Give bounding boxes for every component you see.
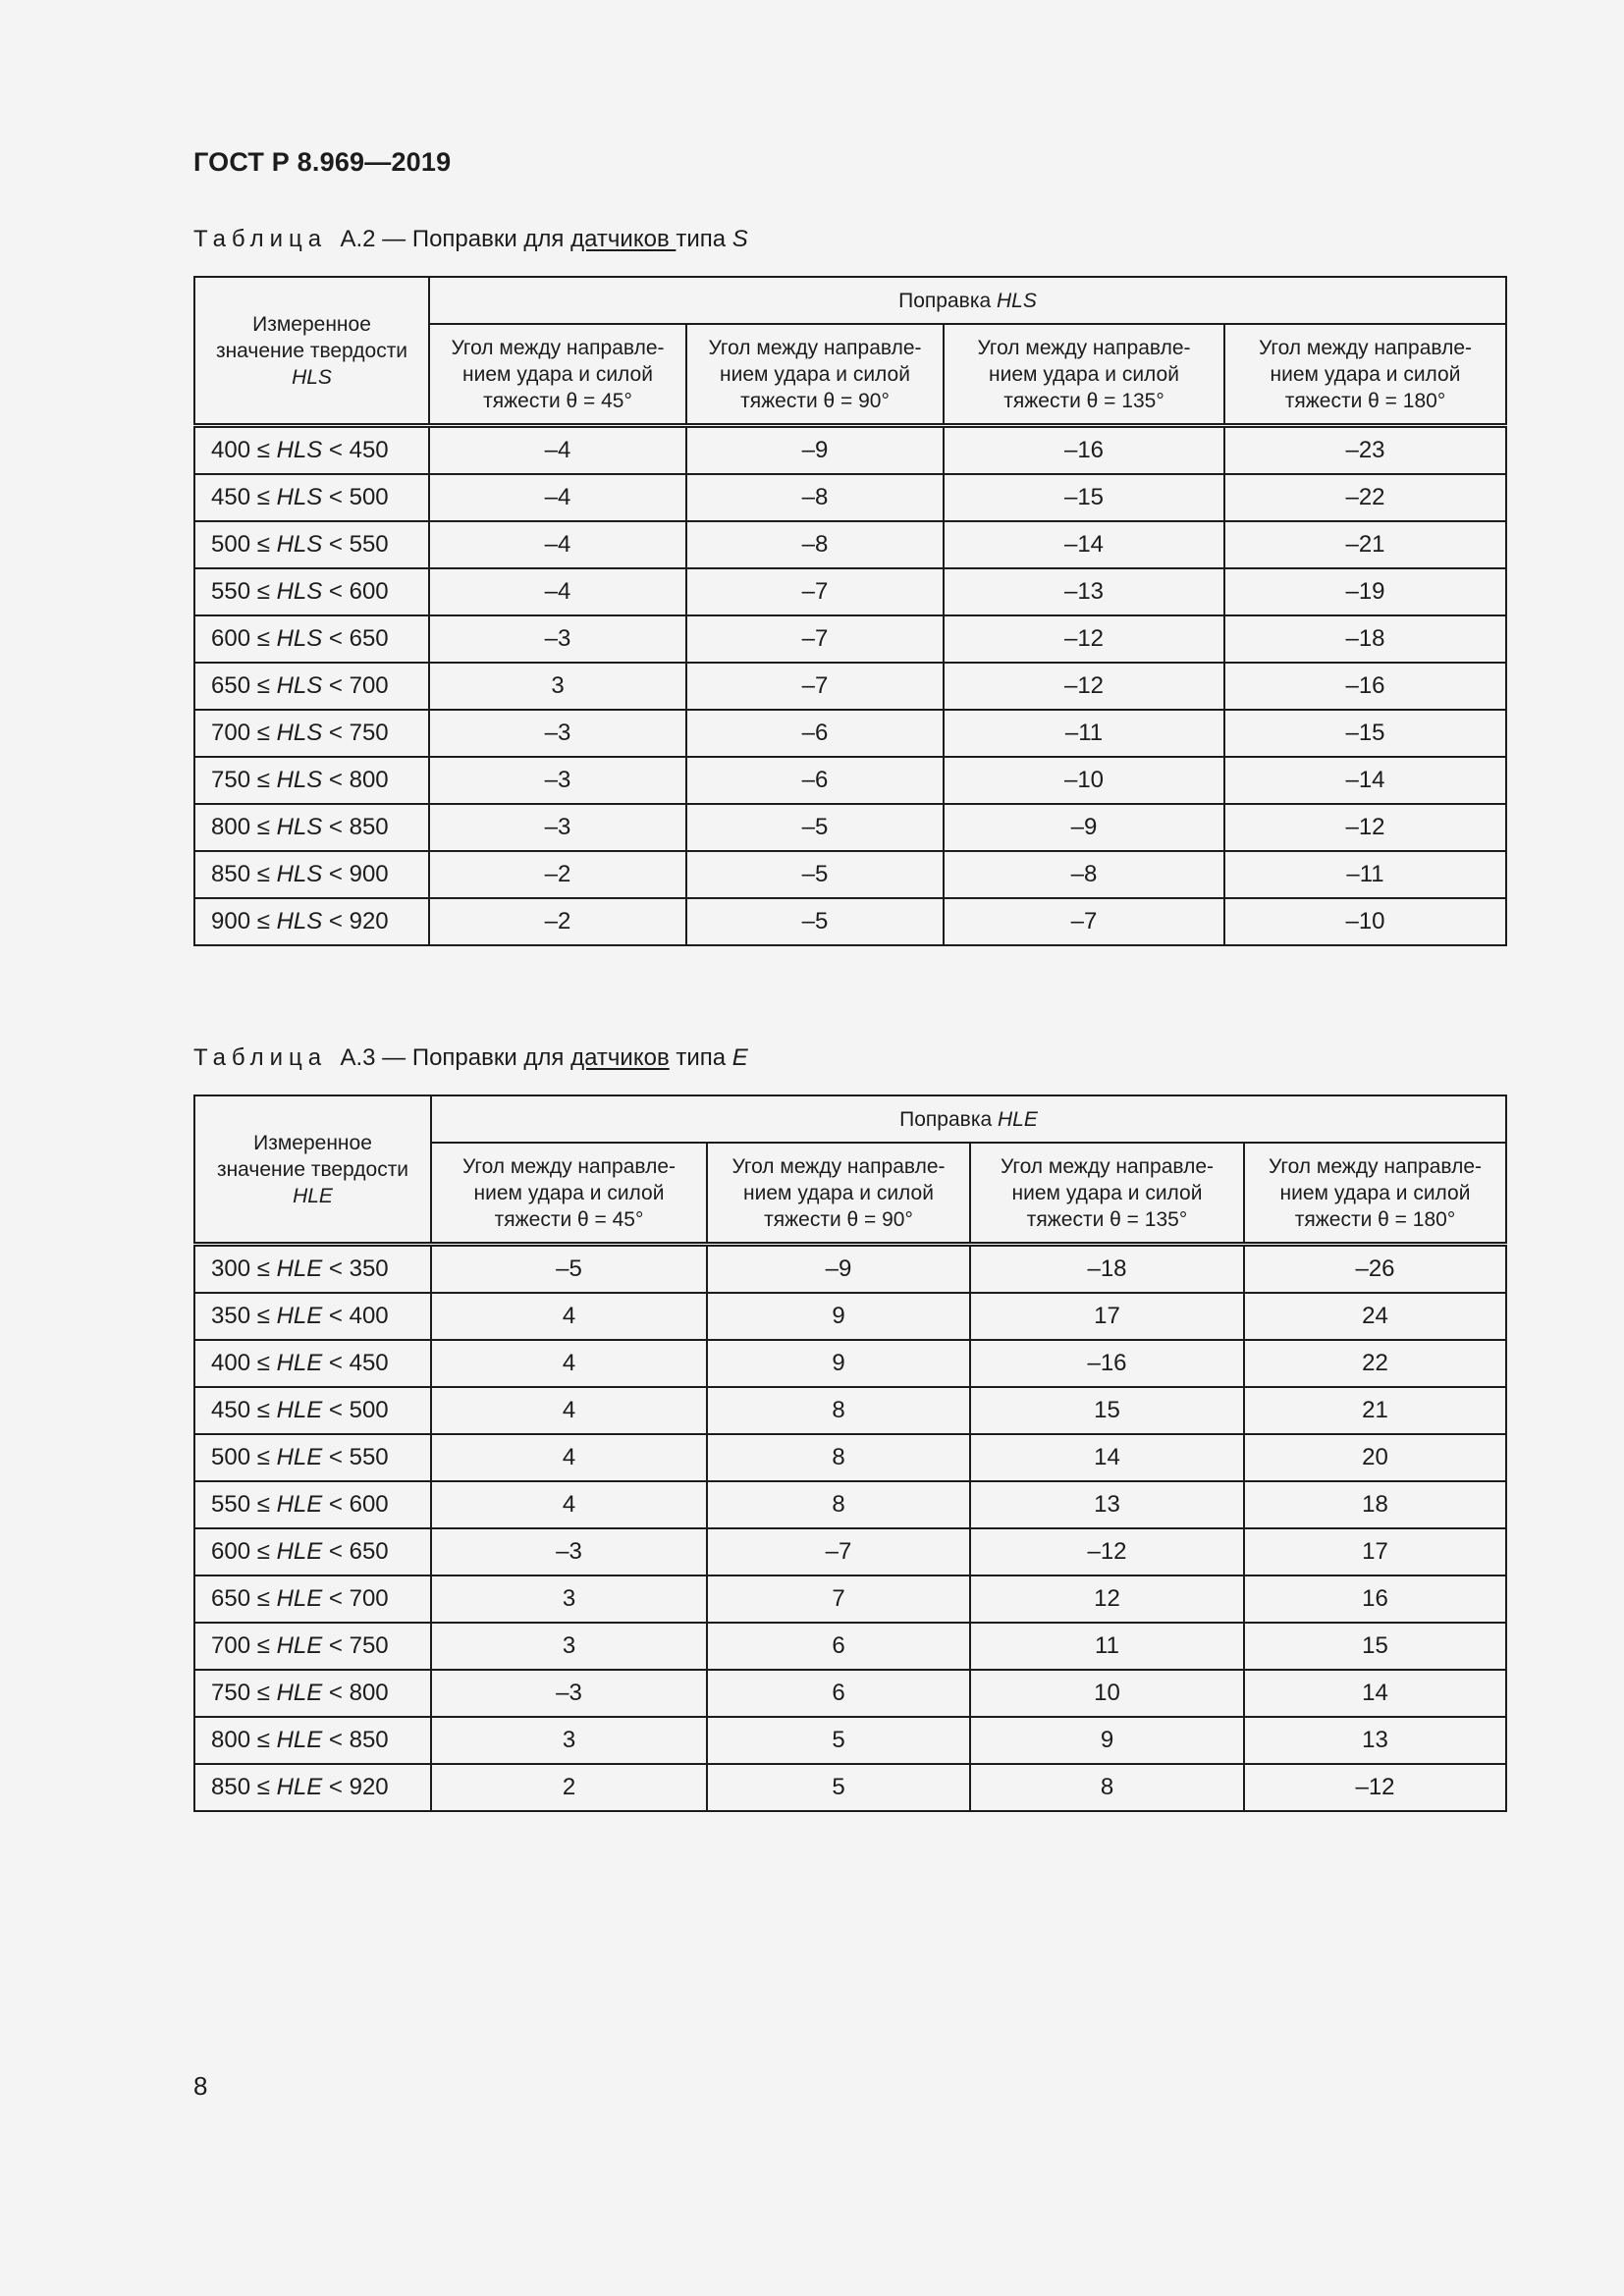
correction-value: 4 (431, 1481, 707, 1528)
hardness-range: 850 ≤ HLE < 920 (194, 1764, 431, 1811)
correction-value: –3 (429, 757, 686, 804)
table-row (194, 851, 1506, 898)
correction-value: –10 (944, 757, 1224, 804)
correction-value: –7 (707, 1528, 970, 1575)
correction-value: 10 (970, 1670, 1244, 1717)
correction-value: –19 (1224, 568, 1506, 615)
correction-value: –9 (686, 426, 944, 475)
table-row (194, 1340, 1506, 1387)
angle-col-header: Угол между направле- нием удара и силой тяжести θ = 180° (1224, 324, 1506, 426)
caption-tail: типа (669, 1044, 732, 1071)
table-a2 (193, 276, 1507, 946)
measured-line1: Измеренное (253, 1131, 372, 1154)
correction-value: –16 (1224, 663, 1506, 710)
table-row (194, 1387, 1506, 1434)
hardness-range: 450 ≤ HLS < 500 (194, 474, 429, 521)
hardness-range: 500 ≤ HLS < 550 (194, 521, 429, 568)
correction-value: –11 (1224, 851, 1506, 898)
measured-header (194, 277, 429, 426)
correction-value: –4 (429, 568, 686, 615)
correction-value: –6 (686, 757, 944, 804)
correction-value: –10 (1224, 898, 1506, 945)
angle-col-header: Угол между направле- нием удара и силой тяжести θ = 180° (1244, 1143, 1506, 1245)
table-row (194, 521, 1506, 568)
table-row (194, 804, 1506, 851)
table-a2-caption (193, 226, 748, 253)
caption-type: S (731, 226, 748, 252)
correction-value: 4 (431, 1293, 707, 1340)
correction-unit: HLE (997, 1107, 1038, 1131)
hardness-range: 800 ≤ HLS < 850 (194, 804, 429, 851)
correction-value: –22 (1224, 474, 1506, 521)
correction-value: –15 (1224, 710, 1506, 757)
correction-header (431, 1095, 1506, 1143)
caption-word: Таблица (193, 226, 328, 252)
correction-value: –7 (686, 568, 944, 615)
correction-value: –8 (944, 851, 1224, 898)
correction-value: –8 (686, 474, 944, 521)
correction-value: 3 (431, 1717, 707, 1764)
measured-line1: Измеренное (252, 312, 371, 336)
correction-value: –5 (431, 1245, 707, 1294)
correction-value: –11 (944, 710, 1224, 757)
hardness-range: 750 ≤ HLS < 800 (194, 757, 429, 804)
correction-value: 9 (707, 1293, 970, 1340)
table-a3 (193, 1095, 1507, 1812)
table-row (194, 1764, 1506, 1811)
table-row (194, 1528, 1506, 1575)
correction-value: 17 (1244, 1528, 1506, 1575)
table-row (194, 1670, 1506, 1717)
correction-value: 4 (431, 1340, 707, 1387)
correction-value: 13 (970, 1481, 1244, 1528)
correction-value: –9 (707, 1245, 970, 1294)
correction-value: –15 (944, 474, 1224, 521)
correction-value: –18 (1224, 615, 1506, 663)
angle-col-header: Угол между направле- нием удара и силой тяжести θ = 135° (944, 324, 1224, 426)
correction-value: –21 (1224, 521, 1506, 568)
caption-tail: типа (676, 226, 732, 252)
correction-value: –2 (429, 851, 686, 898)
correction-value: –13 (944, 568, 1224, 615)
hardness-range: 550 ≤ HLE < 600 (194, 1481, 431, 1528)
hardness-range: 750 ≤ HLE < 800 (194, 1670, 431, 1717)
table-row (194, 615, 1506, 663)
correction-value: –5 (686, 851, 944, 898)
measured-unit: HLS (292, 365, 332, 389)
correction-value: –4 (429, 521, 686, 568)
correction-value: 5 (707, 1764, 970, 1811)
hardness-range: 800 ≤ HLE < 850 (194, 1717, 431, 1764)
correction-value: 3 (431, 1575, 707, 1623)
correction-value: 4 (431, 1387, 707, 1434)
correction-value: –3 (431, 1670, 707, 1717)
correction-value: –14 (1224, 757, 1506, 804)
correction-value: 6 (707, 1623, 970, 1670)
correction-prefix: Поправка (899, 1107, 998, 1131)
correction-value: –5 (686, 804, 944, 851)
angle-col-header: Угол между направле- нием удара и силой тяжести θ = 90° (707, 1143, 970, 1245)
correction-value: 15 (1244, 1623, 1506, 1670)
angle-col-header: Угол между направле- нием удара и силой тяжести θ = 45° (429, 324, 686, 426)
table-row (194, 663, 1506, 710)
correction-value: 9 (707, 1340, 970, 1387)
correction-value: –16 (970, 1340, 1244, 1387)
correction-value: –12 (1224, 804, 1506, 851)
measured-unit: HLE (293, 1184, 333, 1207)
correction-value: 22 (1244, 1340, 1506, 1387)
correction-value: 18 (1244, 1481, 1506, 1528)
correction-value: –2 (429, 898, 686, 945)
hardness-range: 300 ≤ HLE < 350 (194, 1245, 431, 1294)
correction-value: 2 (431, 1764, 707, 1811)
table-row (194, 710, 1506, 757)
correction-value: –23 (1224, 426, 1506, 475)
hardness-range: 600 ≤ HLE < 650 (194, 1528, 431, 1575)
hardness-range: 650 ≤ HLS < 700 (194, 663, 429, 710)
hardness-range: 500 ≤ HLE < 550 (194, 1434, 431, 1481)
correction-value: 15 (970, 1387, 1244, 1434)
correction-value: –3 (429, 804, 686, 851)
correction-value: –5 (686, 898, 944, 945)
correction-value: 8 (970, 1764, 1244, 1811)
table-row (194, 898, 1506, 945)
correction-value: –3 (429, 615, 686, 663)
table-row (194, 426, 1506, 475)
correction-value: –12 (1244, 1764, 1506, 1811)
correction-value: 17 (970, 1293, 1244, 1340)
correction-value: –8 (686, 521, 944, 568)
table-row (194, 474, 1506, 521)
hardness-range: 450 ≤ HLE < 500 (194, 1387, 431, 1434)
hardness-range: 350 ≤ HLE < 400 (194, 1293, 431, 1340)
correction-header (429, 277, 1506, 324)
correction-value: 8 (707, 1387, 970, 1434)
caption-word: Таблица (193, 1044, 328, 1071)
correction-value: –12 (944, 615, 1224, 663)
angle-col-header: Угол между направле- нием удара и силой тяжести θ = 45° (431, 1143, 707, 1245)
hardness-range: 850 ≤ HLS < 900 (194, 851, 429, 898)
correction-value: –12 (944, 663, 1224, 710)
correction-value: –3 (429, 710, 686, 757)
measured-line2: значение твердости (216, 1157, 409, 1181)
hardness-range: 600 ≤ HLS < 650 (194, 615, 429, 663)
table-row (194, 568, 1506, 615)
correction-prefix: Поправка (898, 289, 997, 312)
correction-value: –4 (429, 426, 686, 475)
correction-value: 9 (970, 1717, 1244, 1764)
correction-value: 24 (1244, 1293, 1506, 1340)
table-row (194, 1245, 1506, 1294)
correction-value: 16 (1244, 1575, 1506, 1623)
table-a3-caption (193, 1044, 748, 1072)
measured-line2: значение твердости (215, 339, 408, 362)
correction-value: –14 (944, 521, 1224, 568)
caption-link[interactable]: датчиков (570, 226, 677, 252)
hardness-range: 400 ≤ HLS < 450 (194, 426, 429, 475)
caption-type: E (731, 1044, 748, 1071)
correction-value: 4 (431, 1434, 707, 1481)
correction-value: –18 (970, 1245, 1244, 1294)
correction-value: 7 (707, 1575, 970, 1623)
correction-unit: HLS (996, 289, 1037, 312)
angle-col-header: Угол между направле- нием удара и силой тяжести θ = 90° (686, 324, 944, 426)
table-row (194, 1623, 1506, 1670)
correction-value: –16 (944, 426, 1224, 475)
correction-value: 6 (707, 1670, 970, 1717)
correction-value: –9 (944, 804, 1224, 851)
correction-value: 21 (1244, 1387, 1506, 1434)
correction-value: –4 (429, 474, 686, 521)
table-row (194, 1481, 1506, 1528)
correction-value: –7 (686, 663, 944, 710)
correction-value: –12 (970, 1528, 1244, 1575)
correction-value: 13 (1244, 1717, 1506, 1764)
hardness-range: 650 ≤ HLE < 700 (194, 1575, 431, 1623)
correction-value: –3 (431, 1528, 707, 1575)
correction-value: 3 (431, 1623, 707, 1670)
hardness-range: 400 ≤ HLE < 450 (194, 1340, 431, 1387)
caption-link[interactable]: датчиков (570, 1044, 670, 1071)
correction-value: 3 (429, 663, 686, 710)
correction-value: –7 (686, 615, 944, 663)
correction-value: –26 (1244, 1245, 1506, 1294)
measured-header (194, 1095, 431, 1245)
correction-value: 20 (1244, 1434, 1506, 1481)
correction-value: 14 (1244, 1670, 1506, 1717)
caption-number: А.2 — Поправки для (340, 226, 571, 252)
correction-value: 14 (970, 1434, 1244, 1481)
page-number: 8 (193, 2071, 208, 2101)
hardness-range: 700 ≤ HLS < 750 (194, 710, 429, 757)
correction-value: –7 (944, 898, 1224, 945)
correction-value: 8 (707, 1481, 970, 1528)
correction-value: 5 (707, 1717, 970, 1764)
document-header: ГОСТ Р 8.969—2019 (193, 147, 452, 177)
table-row (194, 1717, 1506, 1764)
correction-value: 8 (707, 1434, 970, 1481)
correction-value: –6 (686, 710, 944, 757)
caption-number: А.3 — Поправки для (340, 1044, 571, 1071)
angle-col-header: Угол между направле- нием удара и силой тяжести θ = 135° (970, 1143, 1244, 1245)
hardness-range: 700 ≤ HLE < 750 (194, 1623, 431, 1670)
table-row (194, 1293, 1506, 1340)
correction-value: 11 (970, 1623, 1244, 1670)
hardness-range: 900 ≤ HLS < 920 (194, 898, 429, 945)
table-row (194, 1575, 1506, 1623)
hardness-range: 550 ≤ HLS < 600 (194, 568, 429, 615)
correction-value: 12 (970, 1575, 1244, 1623)
table-row (194, 1434, 1506, 1481)
table-row (194, 757, 1506, 804)
